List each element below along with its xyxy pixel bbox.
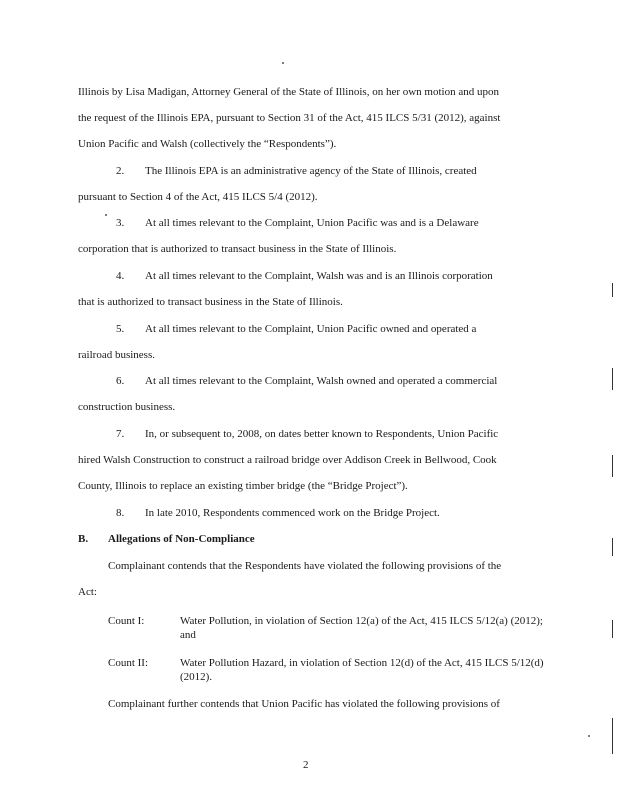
scan-dot <box>588 735 590 737</box>
paragraph-5-line-1: At all times relevant to the Complaint, Union Pacific owned and operated a <box>145 323 477 335</box>
paragraph-3-number: 3. <box>116 217 125 229</box>
section-b-letter: B. <box>78 533 89 545</box>
paragraph-5-line-2: railroad business. <box>78 349 155 361</box>
page-number: 2 <box>303 759 309 771</box>
paragraph-4-number: 4. <box>116 270 125 282</box>
margin-mark <box>612 283 613 297</box>
scan-dot <box>105 214 107 216</box>
paragraph-2-number: 2. <box>116 165 125 177</box>
count-1-label: Count I: <box>108 615 145 627</box>
paragraph-7-number: 7. <box>116 428 125 440</box>
paragraph-4-line-1: At all times relevant to the Complaint, Walsh was and is an Illinois corporation <box>145 270 493 282</box>
paragraph-2-line-2: pursuant to Section 4 of the Act, 415 ILCS 5/4 (2012). <box>78 191 318 203</box>
paragraph-10-line-1: Complainant further contends that Union Pacific has violated the following provisions of <box>108 698 500 710</box>
count-2-text: Water Pollution Hazard, in violation of Section 12(d) of the Act, 415 ILCS 5/12(d) (2012). <box>180 657 544 683</box>
paragraph-4-line-2: that is authorized to transact business in the State of Illinois. <box>78 296 343 308</box>
paragraph-2-line-1: The Illinois EPA is an administrative agency of the State of Illinois, created <box>145 165 477 177</box>
count-2-label: Count II: <box>108 657 149 669</box>
paragraph-8-number: 8. <box>116 507 125 519</box>
margin-mark <box>612 538 613 556</box>
paragraph-7-line-1: In, or subsequent to, 2008, on dates better known to Respondents, Union Pacific <box>145 428 499 440</box>
paragraph-8-line-1: In late 2010, Respondents commenced work on the Bridge Project. <box>145 507 440 519</box>
section-b-heading: Allegations of Non-Compliance <box>108 533 255 545</box>
paragraph-6-number: 6. <box>116 375 125 387</box>
paragraph-6-line-1: At all times relevant to the Complaint, Walsh owned and operated a commercial <box>145 375 498 387</box>
margin-mark <box>612 368 613 390</box>
paragraph-1-line-2: the request of the Illinois EPA, pursuant to Section 31 of the Act, 415 ILCS 5/31 (2012), against <box>78 112 501 124</box>
paragraph-9-line-2: Act: <box>78 586 97 598</box>
paragraph-7-line-2: hired Walsh Construction to construct a railroad bridge over Addison Creek in Bellwood, Cook <box>78 454 497 466</box>
paragraph-5-number: 5. <box>116 323 125 335</box>
margin-mark <box>612 620 613 638</box>
margin-mark <box>612 455 613 477</box>
count-1-text: Water Pollution, in violation of Section 12(a) of the Act, 415 ILCS 5/12(a) (2012); and <box>180 615 543 641</box>
paragraph-1-line-1: Illinois by Lisa Madigan, Attorney General of the State of Illinois, on her own motion and upon <box>78 86 499 98</box>
scan-dot <box>282 62 284 64</box>
paragraph-9-line-1: Complainant contends that the Respondents have violated the following provisions of the <box>108 560 502 572</box>
margin-mark <box>612 718 613 754</box>
paragraph-7-line-3: County, Illinois to replace an existing timber bridge (the “Bridge Project”). <box>78 480 408 492</box>
paragraph-3-line-2: corporation that is authorized to transact business in the State of Illinois. <box>78 243 397 255</box>
paragraph-1-line-3: Union Pacific and Walsh (collectively the “Respondents”). <box>78 138 337 150</box>
paragraph-3-line-1: At all times relevant to the Complaint, Union Pacific was and is a Delaware <box>145 217 479 229</box>
paragraph-6-line-2: construction business. <box>78 401 176 413</box>
